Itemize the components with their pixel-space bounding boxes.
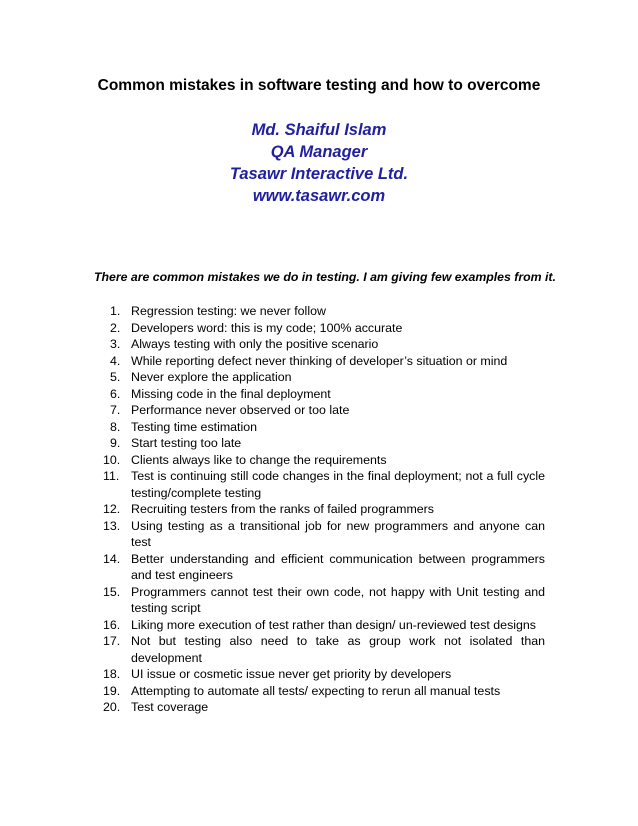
list-item-text: UI issue or cosmetic issue never get priority by developers <box>131 667 452 681</box>
list-item-number: 20. <box>103 700 121 714</box>
list-item-number: 11. <box>103 469 120 483</box>
list-item <box>103 386 545 403</box>
list-item-text: Always testing with only the positive scenario <box>131 337 379 351</box>
list-item <box>103 336 545 353</box>
list-item-text: Testing time estimation <box>131 419 258 434</box>
list-item-number: 9. <box>110 436 121 450</box>
list-item-text: Not but testing also need to take as group work not isolated than development <box>131 634 545 665</box>
list-item-text: Test coverage <box>131 700 209 714</box>
list-item-number: 17. <box>103 634 121 648</box>
list-item-number: 19. <box>103 683 121 698</box>
list-item <box>103 468 545 501</box>
document-title: Common mistakes in software testing and how to overcome <box>97 77 541 94</box>
intro-paragraph: There are common mistakes we do in testing. I am giving few examples from it. <box>94 270 556 284</box>
list-item-text: Recruiting testers from the ranks of failed programmers <box>131 502 434 516</box>
list-item-text: Test is continuing still code changes in the final deployment; not a full cycle testing/complete testing <box>131 469 545 500</box>
list-item-number: 16. <box>103 617 121 632</box>
author-name: Md. Shaiful Islam <box>251 121 387 139</box>
list-item-text: While reporting defect never thinking of developer’s situation or mind <box>131 353 508 368</box>
list-item <box>103 551 545 584</box>
list-item-number: 15. <box>103 584 121 599</box>
list-item <box>103 501 545 518</box>
list-item <box>103 633 545 666</box>
list-item-number: 6. <box>110 386 121 401</box>
author-website: www.tasawr.com <box>252 187 386 205</box>
author-block <box>0 119 638 207</box>
list-item <box>103 518 545 551</box>
list-item <box>103 452 545 469</box>
list-item <box>103 699 545 716</box>
list-item-number: 3. <box>110 337 121 351</box>
list-item-text: Liking more execution of test rather than design/ un-reviewed test designs <box>131 617 536 632</box>
list-item-number: 1. <box>110 304 121 318</box>
list-item <box>103 419 545 436</box>
list-item-text: Clients always like to change the requirements <box>131 452 387 467</box>
list-item-number: 5. <box>110 370 121 384</box>
list-item <box>103 584 545 617</box>
list-item-number: 7. <box>110 403 121 417</box>
list-item-number: 14. <box>103 551 121 566</box>
list-item <box>103 320 545 337</box>
list-item <box>103 666 545 683</box>
list-item-number: 13. <box>103 518 121 533</box>
list-item-text: Start testing too late <box>131 436 242 450</box>
author-role: QA Manager <box>270 143 368 161</box>
list-item-text: Regression testing: we never follow <box>131 304 326 318</box>
mistakes-list <box>103 303 545 716</box>
list-item-number: 2. <box>110 320 121 335</box>
list-item-text: Programmers cannot test their own code, not happy with Unit testing and testing script <box>131 584 545 615</box>
list-item <box>103 683 545 700</box>
list-item <box>103 369 545 386</box>
list-item <box>103 617 545 634</box>
list-item-number: 18. <box>103 667 121 681</box>
list-item <box>103 402 545 419</box>
list-item <box>103 303 545 320</box>
list-item-number: 10. <box>103 452 121 467</box>
list-item-number: 12. <box>103 502 121 516</box>
list-item-text: Developers word: this is my code; 100% accurate <box>131 320 403 335</box>
list-item-text: Missing code in the final deployment <box>131 386 331 401</box>
list-item <box>103 435 545 452</box>
list-item-text: Better understanding and efficient communication between programmers and test engineers <box>131 551 545 582</box>
list-item-number: 4. <box>110 353 121 368</box>
author-company: Tasawr Interactive Ltd. <box>229 165 409 183</box>
list-item-number: 8. <box>110 419 121 434</box>
list-item-text: Performance never observed or too late <box>131 403 350 417</box>
list-item-text: Attempting to automate all tests/ expecting to rerun all manual tests <box>131 683 501 698</box>
list-item-text: Never explore the application <box>131 370 292 384</box>
list-item <box>103 353 545 370</box>
list-item-text: Using testing as a transitional job for new programmers and anyone can test <box>131 518 545 549</box>
